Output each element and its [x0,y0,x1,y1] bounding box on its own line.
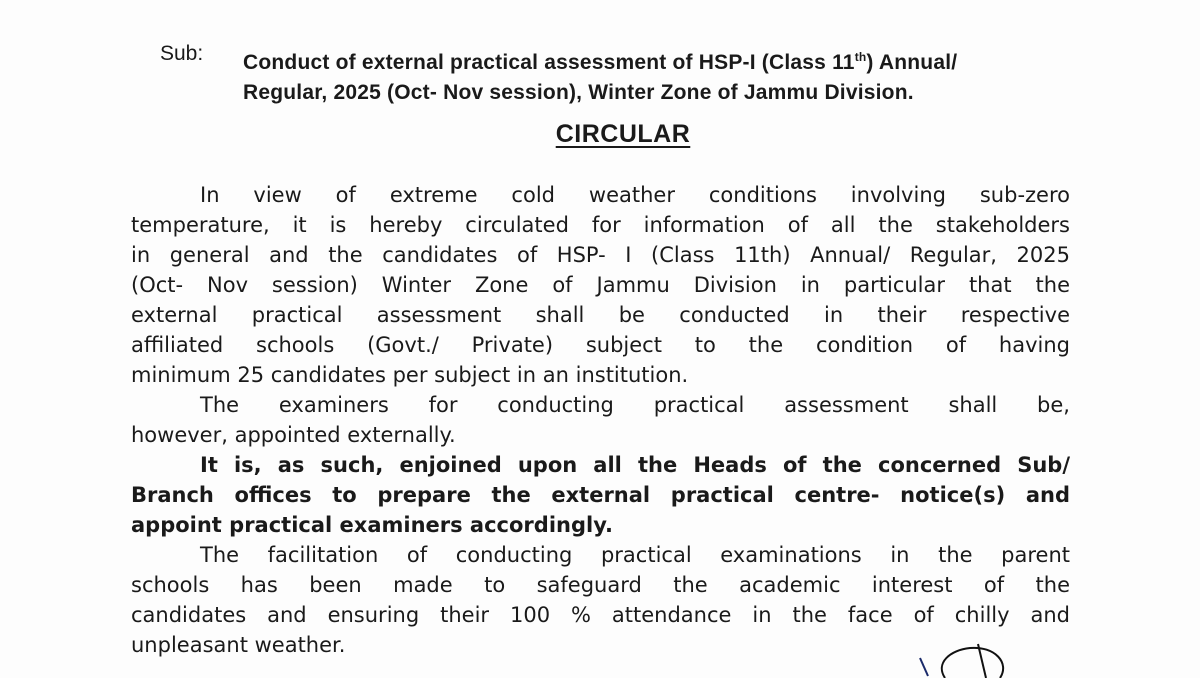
circular-title: CIRCULAR [555,120,691,148]
body-line: The examiners for conducting practical assessment shall be, [200,393,1070,417]
body-line: In view of extreme cold weather conditions involving sub-zero [200,183,1070,207]
subject-line1-end: ) Annual/ [866,51,958,74]
subject-line1: Conduct of external practical assessment of HSP-I (Class 11 [243,51,855,74]
body-line: temperature, it is hereby circulated for information of all the stakeholders [131,213,1070,237]
subject-label: Sub: [160,42,204,65]
body-line: candidates and ensuring their 100 % attendance in the face of chilly and [131,603,1070,627]
body-line: external practical assessment shall be conducted in their respective [131,303,1070,327]
body-line: minimum 25 candidates per subject in an institution. [131,363,689,387]
subject-line2: Regular, 2025 (Oct- Nov session), Winter Zone of Jammu Division. [243,81,914,104]
body-line: in general and the candidates of HSP- I (Class 11th) Annual/ Regular, 2025 [131,243,1070,267]
body-line-bold: appoint practical examiners accordingly. [131,513,613,537]
subject-sup: th [854,50,867,64]
signature-icon [890,638,1050,678]
body-line-bold: Branch offices to prepare the external practical centre- notice(s) and [131,483,1070,507]
body-line: however, appointed externally. [131,423,456,447]
circular-body [131,180,1070,660]
body-line: affiliated schools (Govt./ Private) subject to the condition of having [131,333,1070,357]
body-line: unpleasant weather. [131,633,346,657]
body-line: The facilitation of conducting practical examinations in the parent [200,543,1070,567]
body-line: schools has been made to safeguard the academic interest of the [131,573,1070,597]
body-line-bold: It is, as such, enjoined upon all the Heads of the concerned Sub/ [200,453,1070,477]
body-line: (Oct- Nov session) Winter Zone of Jammu Division in particular that the [131,273,1070,297]
subject-text [243,42,1043,108]
